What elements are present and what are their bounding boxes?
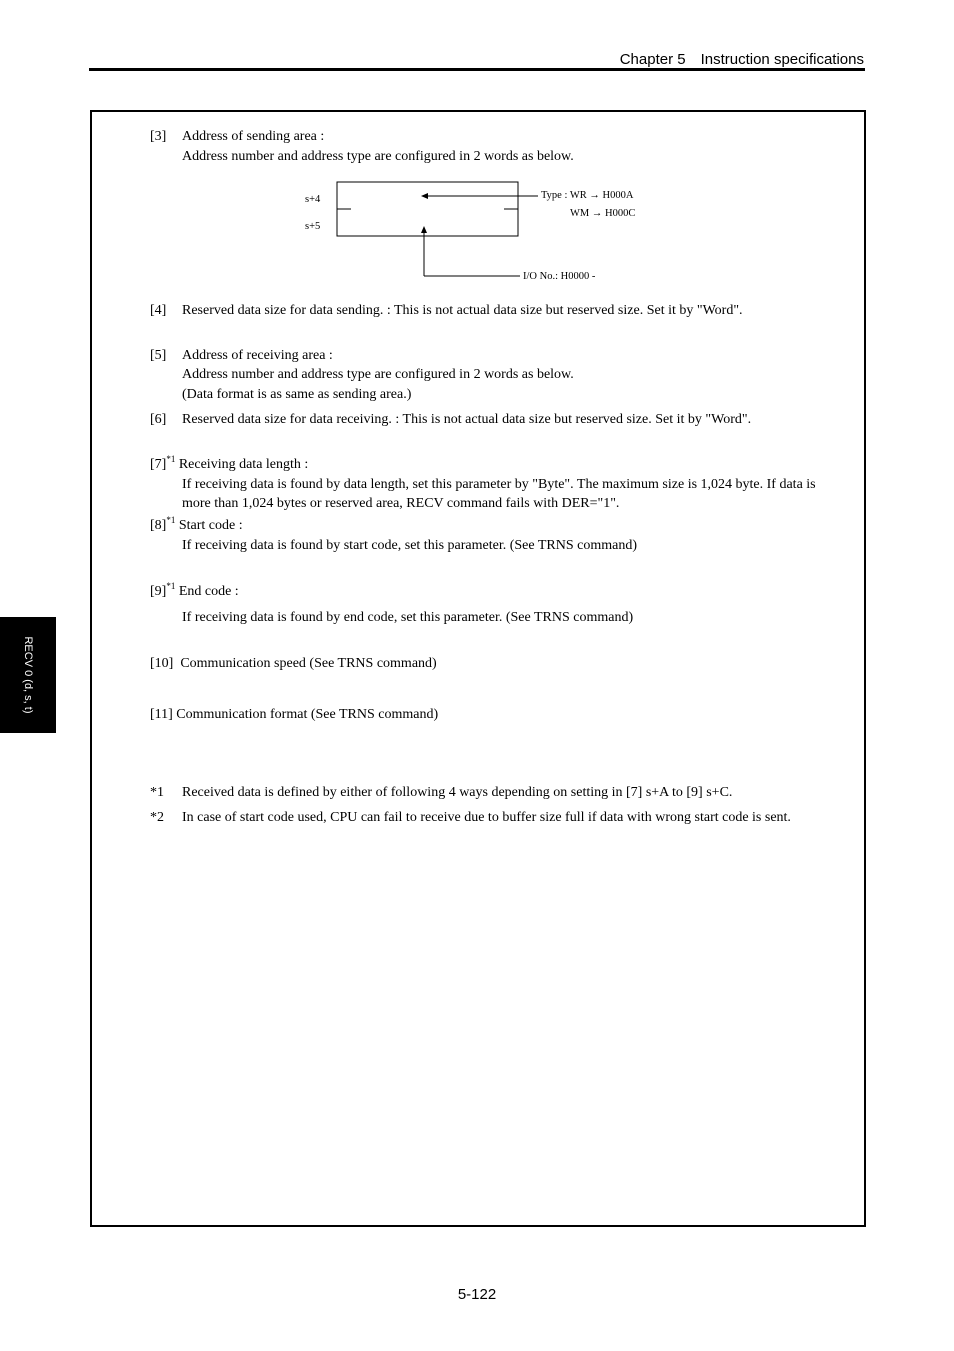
item-7-line-2: more than 1,024 bytes or reserved area, RECV command fails with DER="1". [182,496,620,511]
wm-label: WM → H000C [570,208,636,219]
item-5-line-2: (Data format is as same as sending area.) [182,387,412,402]
page-number: 5-122 [457,1286,497,1303]
note-1-text: Received data is defined by either of following 4 ways depending on setting in [7] s+A to [9] s+C. [182,785,733,800]
type-label: Type : WR → H000A [541,190,634,201]
io-arrow-head [421,226,427,233]
item-9-number: [9] [150,584,167,599]
item-7-line-1: If receiving data is found by data length, set this parameter by "Byte". The maximum size is 1,024 byte. If data is [182,477,816,492]
word-box [337,182,518,236]
item-8-heading [150,517,243,535]
item-8-number: [8] [150,518,167,533]
item-4-number: [4] [150,303,167,318]
item-5-title: Address of receiving area : [182,348,333,363]
item-4-text: Reserved data size for data sending. : This is not actual data size but reserved size. Set it by "Word". [182,303,743,318]
side-tab-label: RECV 0 (d, s, t) [22,636,34,714]
item-3-title: Address of sending area : [182,129,325,144]
note-2-mark: *2 [150,810,164,825]
io-label: I/O No.: H0000 - [523,271,596,282]
item-11-text: [11] Communication format (See TRNS command) [150,707,439,722]
side-tab [0,617,56,733]
item-7-footnote-ref: *1 [166,454,176,464]
chapter-header: Chapter 5 Instruction specifications [619,51,864,68]
row-label-s5: s+5 [305,221,321,232]
row-label-s4: s+4 [305,194,321,205]
header-rule [89,68,865,71]
item-7-heading [150,456,308,474]
address-format-diagram [295,175,665,287]
item-6-number: [6] [150,412,167,427]
type-arrow-head [421,193,428,199]
item-9-footnote-ref: *1 [166,581,176,591]
item-8-line: If receiving data is found by start code, set this parameter. (See TRNS command) [182,538,637,553]
item-6-text: Reserved data size for data receiving. : This is not actual data size but reserved size. Set it by "Word". [182,412,752,427]
item-9-line: If receiving data is found by end code, set this parameter. (See TRNS command) [182,610,634,625]
item-10-text: [10] Communication speed (See TRNS command) [150,656,437,671]
note-2-text: In case of start code used, CPU can fail to receive due to buffer size full if data with wrong start code is sent. [182,810,791,825]
item-3-line: Address number and address type are configured in 2 words as below. [182,149,574,164]
item-3-number: [3] [150,129,167,144]
note-1-mark: *1 [150,785,164,800]
item-8-footnote-ref: *1 [166,515,176,525]
item-5-line-1: Address number and address type are configured in 2 words as below. [182,367,574,382]
item-5-number: [5] [150,348,167,363]
item-7-title: Receiving data length : [175,457,309,472]
item-9-heading [150,583,239,601]
item-7-number: [7] [150,457,167,472]
item-8-title: Start code : [175,518,243,533]
item-9-title: End code : [175,584,239,599]
